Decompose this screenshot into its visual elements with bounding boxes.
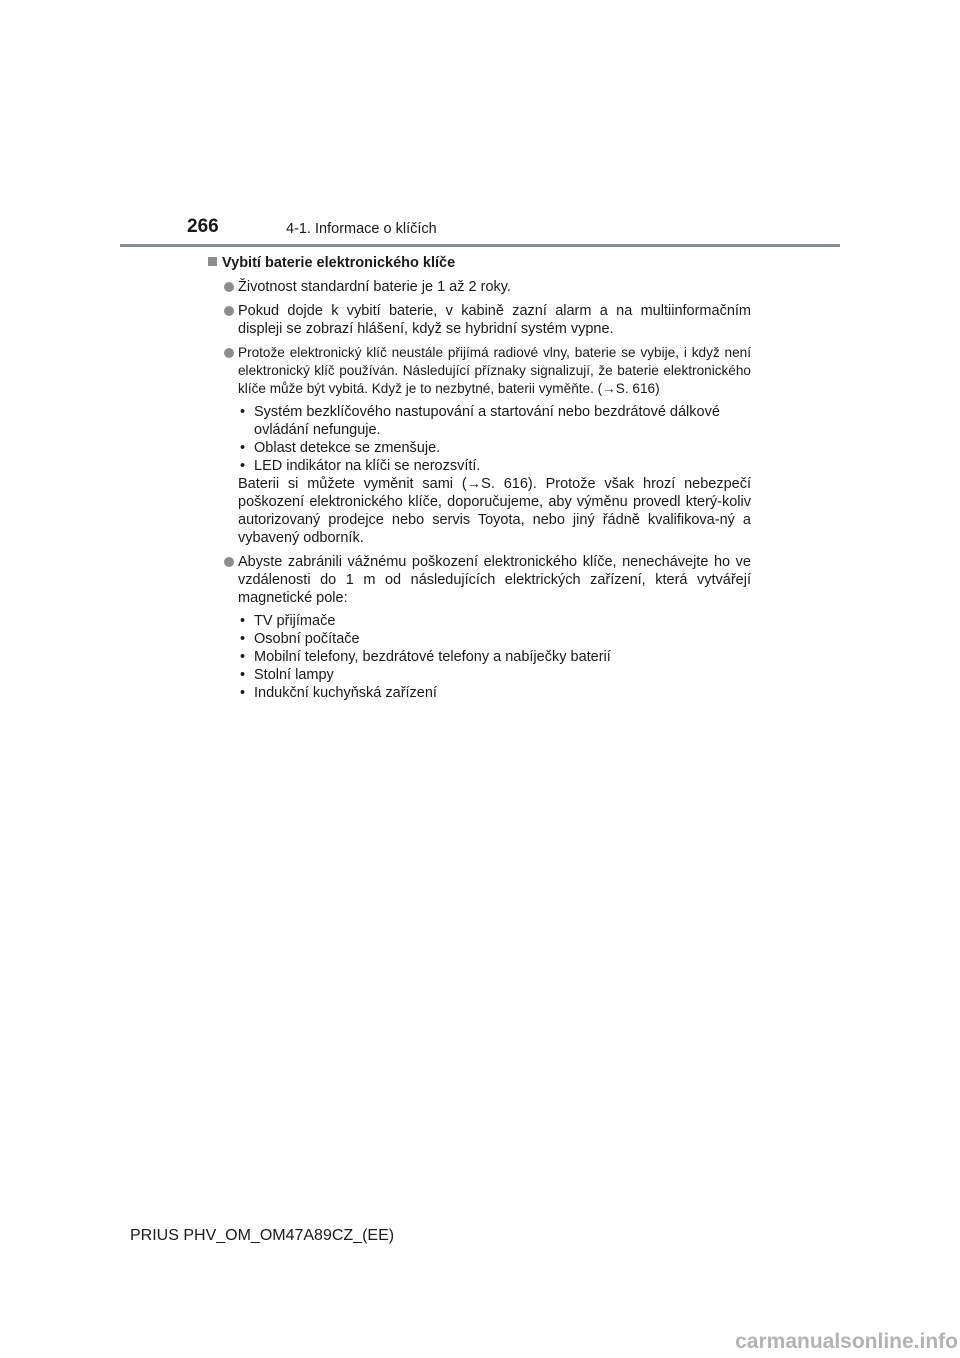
list-item: • Mobilní telefony, bezdrátové telefony a nabíječky baterií	[238, 648, 751, 666]
subsection-heading	[208, 254, 751, 272]
page-header	[120, 216, 840, 248]
document-code: PRIUS PHV_OM_OM47A89CZ_(EE)	[130, 1227, 395, 1244]
device-list	[238, 612, 751, 702]
replace-note: Baterii si můžete vyměnit sami (→S. 616). Protože však hrozí nebezpečí poškození elektronického klíče, doporučujeme, aby výměnu provedl který-koliv autorizovaný prodejce nebo servis Toyota, nebo jiný řádně kvalifikova-ný a vybavený odborník.	[238, 476, 751, 546]
list-item: • LED indikátor na klíči se nerozsvítí.	[238, 457, 751, 475]
list-item: • Systém bezklíčového nastupování a startování nebo bezdrátové dálkové ovládání nefunguje.	[238, 403, 751, 439]
watermark: carmanualsonline.info	[735, 1330, 958, 1353]
list-item: • Indukční kuchyňská zařízení	[238, 684, 751, 702]
section-title: 4-1. Informace o klíčích	[286, 221, 437, 237]
bullet-text: Životnost standardní baterie je 1 až 2 roky.	[238, 279, 511, 295]
heading-text: Vybití baterie elektronického klíče	[222, 255, 456, 271]
circle-bullet-icon	[224, 557, 234, 567]
bullet-radio-waves	[208, 344, 751, 547]
bullet-text: Pokud dojde k vybití baterie, v kabině zazní alarm a na multiinformačním displeji se zobrazí hlášení, když se hybridní systém vypne.	[238, 303, 751, 337]
circle-bullet-icon	[224, 348, 234, 358]
circle-bullet-icon	[224, 306, 234, 316]
bullet-text: Protože elektronický klíč neustále přijímá radiové vlny, baterie se vybije, i když není elektronický klíč používán. Následující příznaky signalizují, že baterie elektronického klíče může být vybitá. Když je to nezbytné, baterii vyměňte. (→S. 616)	[238, 345, 751, 396]
page-content	[208, 254, 751, 708]
circle-bullet-icon	[224, 282, 234, 292]
bullet-alarm	[208, 302, 751, 338]
list-item: • Osobní počítače	[238, 630, 751, 648]
header-rule	[120, 244, 840, 247]
symptom-list	[238, 403, 751, 475]
list-item: • Oblast detekce se zmenšuje.	[238, 439, 751, 457]
square-bullet-icon	[208, 257, 217, 266]
list-item: • TV přijímače	[238, 612, 751, 630]
bullet-magnetic-fields	[208, 553, 751, 702]
bullet-battery-life	[208, 278, 751, 296]
page-number: 266	[187, 216, 219, 237]
bullet-text: Abyste zabránili vážnému poškození elektronického klíče, nenechávejte ho ve vzdálenosti do 1 m od následujících elektrických zařízení, která vytvářejí magnetické pole:	[238, 554, 751, 606]
list-item: • Stolní lampy	[238, 666, 751, 684]
